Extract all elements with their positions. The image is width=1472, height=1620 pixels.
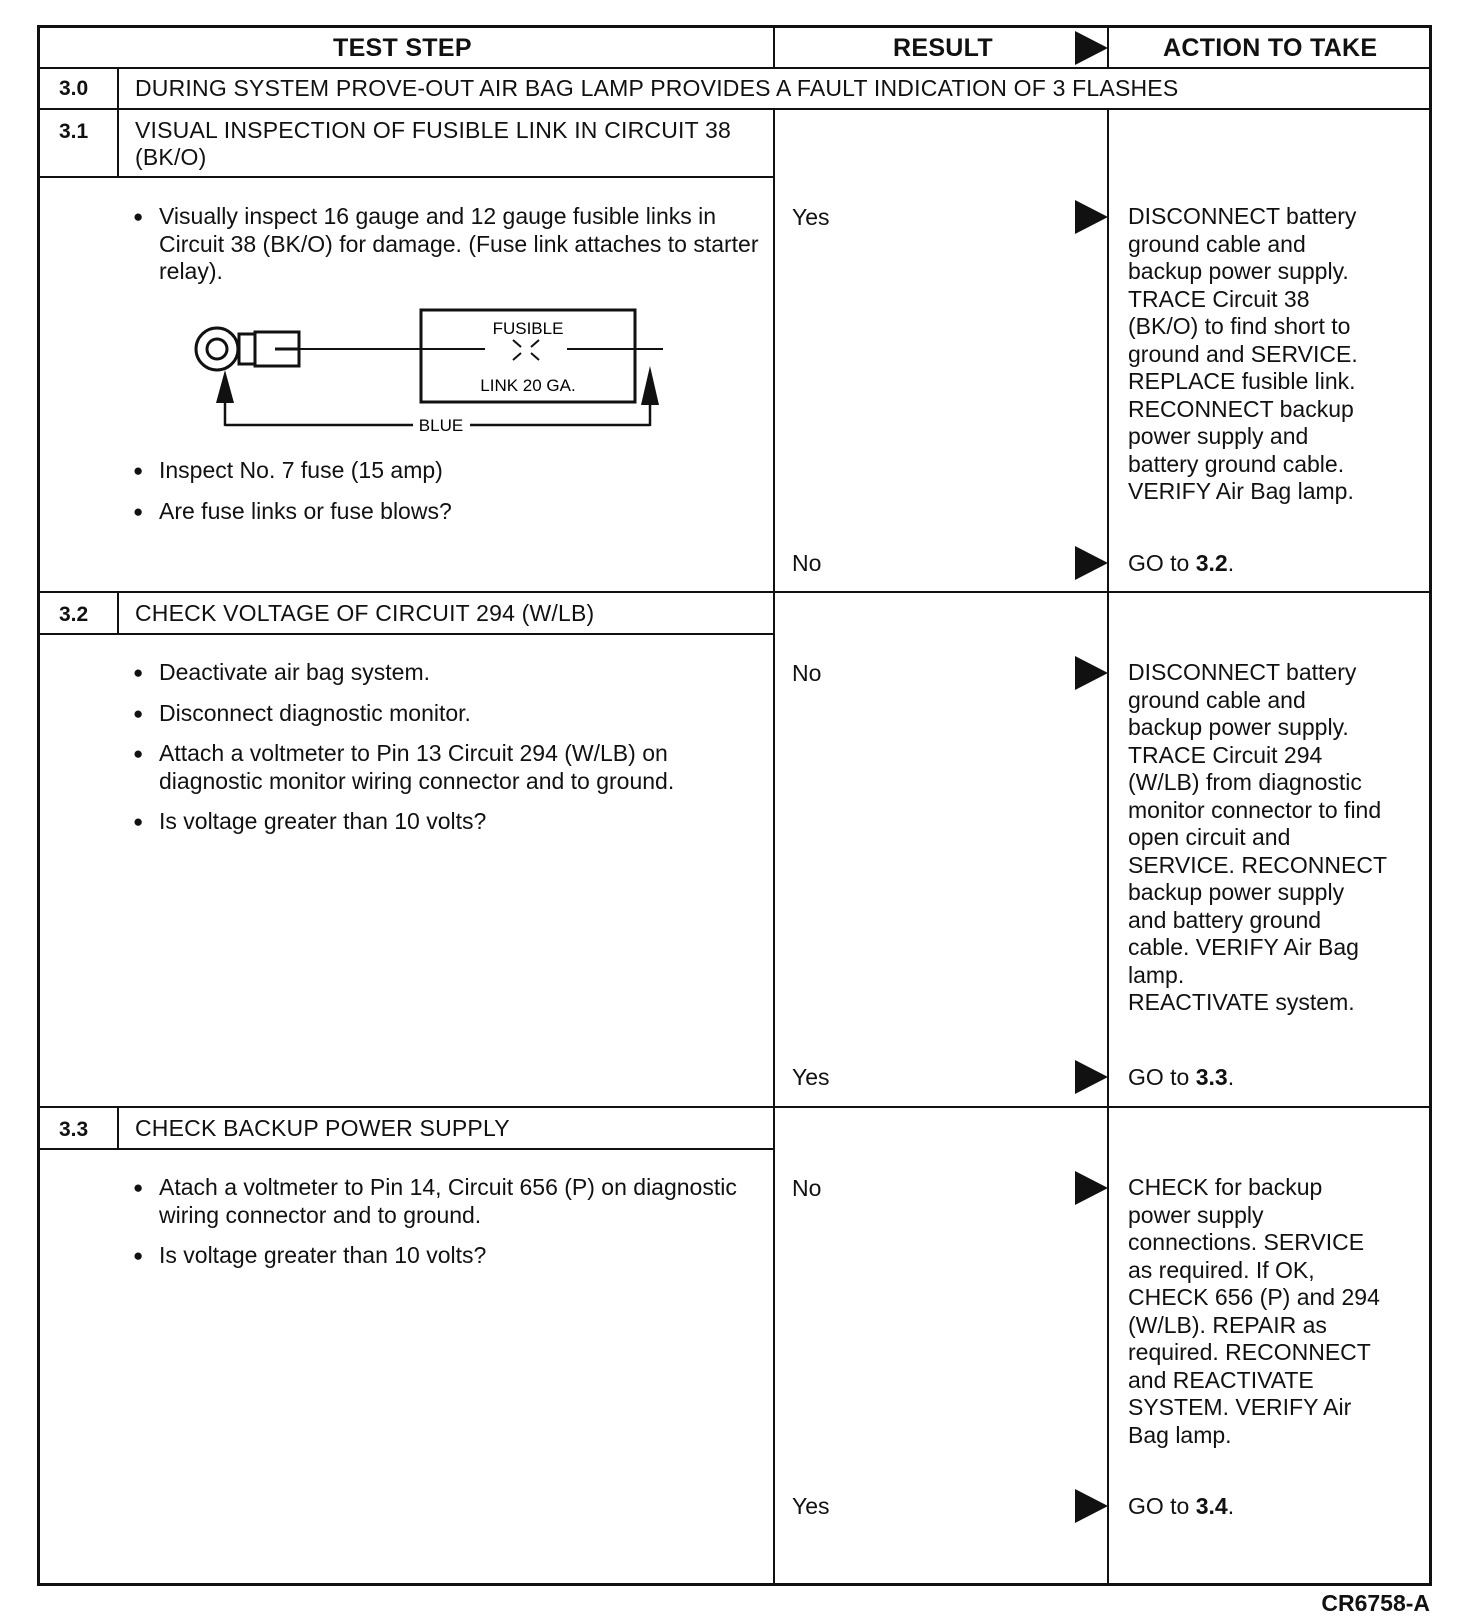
result-col-sep	[773, 108, 775, 1585]
section-divider	[37, 108, 1432, 110]
step33-title-underline	[37, 1148, 775, 1150]
step-3-3-bullets	[133, 1174, 763, 1283]
table-border-top	[37, 25, 1432, 28]
list-item: ● Is voltage greater than 10 volts?	[133, 808, 763, 836]
row-sep-32-33	[37, 1106, 1432, 1108]
num-col-sep-32	[117, 592, 119, 635]
fusible-label: FUSIBLE	[492, 319, 564, 338]
ring-terminal-outer	[196, 328, 238, 370]
list-item: ● Is voltage greater than 10 volts?	[133, 1242, 763, 1270]
action-3-1-no: GO to 3.2.	[1128, 550, 1235, 576]
step-3-2-bullets	[133, 659, 763, 849]
result-arrow-icon	[1075, 1060, 1108, 1094]
list-item: ● Visually inspect 16 gauge and 12 gauge fusible links in Circuit 38 (BK/O) for damage. (Fuse link attaches to starter relay).	[133, 203, 763, 286]
result-3-3-yes: Yes	[792, 1493, 830, 1519]
result-arrow-icon	[1075, 1171, 1108, 1205]
action-3-2-yes: GO to 3.3.	[1128, 1064, 1235, 1090]
step-number-3-3: 3.3	[59, 1118, 89, 1141]
result-arrow-icon	[1075, 200, 1108, 234]
link-gauge-label: LINK 20 GA.	[480, 376, 576, 395]
wire-color-label: BLUE	[418, 416, 464, 435]
list-item: ● Are fuse links or fuse blows?	[133, 498, 763, 526]
list-item: ● Inspect No. 7 fuse (15 amp)	[133, 457, 763, 485]
result-3-1-no: No	[792, 550, 822, 576]
header-col-sep-1	[773, 25, 775, 68]
result-3-3-no: No	[792, 1175, 822, 1201]
list-item: ● Atach a voltmeter to Pin 14, Circuit 656 (P) on diagnostic wiring connector and to ground.	[133, 1174, 763, 1229]
step-3-1-bullets-top	[133, 203, 763, 299]
left-arrow-icon	[216, 370, 234, 403]
result-3-1-yes: Yes	[792, 204, 830, 230]
result-arrow-icon	[1075, 1489, 1108, 1523]
table-border-right	[1429, 25, 1432, 1585]
header-divider	[37, 67, 1432, 69]
row-sep-31-32	[37, 591, 1432, 593]
step-title-3-1: VISUAL INSPECTION OF FUSIBLE LINK IN CIRCUIT 38 (BK/O)	[135, 117, 732, 170]
num-col-sep-33	[117, 1107, 119, 1150]
header-arrow-icon	[1075, 31, 1108, 65]
right-arrow-icon	[641, 366, 659, 405]
header-test-step: TEST STEP	[333, 34, 472, 62]
action-3-2-no: DISCONNECT battery ground cable and backup power supply. TRACE Circuit 294 (W/LB) from diagnostic monitor connector to find open circuit and SERVICE. RECONNECT backup power supply and battery ground cable. VERIFY Air Bag lamp. REACTIVATE system.	[1128, 659, 1388, 1015]
step-number-3-1: 3.1	[59, 120, 89, 143]
num-col-sep-30	[117, 67, 119, 109]
result-arrow-icon	[1075, 546, 1108, 580]
table-border-bottom	[37, 1583, 1432, 1586]
action-3-3-yes: GO to 3.4.	[1128, 1493, 1235, 1519]
list-item: ● Deactivate air bag system.	[133, 659, 763, 687]
result-3-2-yes: Yes	[792, 1064, 830, 1090]
fusible-link-diagram	[185, 300, 675, 445]
step-3-1-bullets-bottom	[133, 457, 763, 538]
section-number: 3.0	[59, 77, 89, 100]
step-number-3-2: 3.2	[59, 603, 89, 626]
header-action: ACTION TO TAKE	[1163, 34, 1378, 62]
step-title-3-2: CHECK VOLTAGE OF CIRCUIT 294 (W/LB)	[135, 600, 595, 626]
result-arrow-icon	[1075, 656, 1108, 690]
action-3-3-no: CHECK for backup power supply connections. SERVICE as required. If OK, CHECK 656 (P) and 294 (W/LB). REPAIR as required. RECONNECT and REACTIVATE SYSTEM. VERIFY Air Bag lamp.	[1128, 1174, 1380, 1448]
list-item: ● Attach a voltmeter to Pin 13 Circuit 294 (W/LB) on diagnostic monitor wiring connector and to ground.	[133, 740, 763, 795]
ring-terminal-inner	[207, 339, 227, 359]
num-col-sep-31	[117, 108, 119, 178]
action-3-1-yes: DISCONNECT battery ground cable and backup power supply. TRACE Circuit 38 (BK/O) to find short to ground and SERVICE. REPLACE fusible link. RECONNECT backup power supply and battery ground cable. VERIFY Air Bag lamp.	[1128, 203, 1358, 504]
action-col-sep	[1107, 108, 1109, 1585]
result-3-2-no: No	[792, 660, 822, 686]
step31-title-underline	[37, 176, 775, 178]
header-result: RESULT	[893, 34, 993, 62]
table-border-left	[37, 25, 40, 1585]
terminal-crimp	[239, 334, 255, 364]
step32-title-underline	[37, 633, 775, 635]
figure-code: CR6758-A	[1321, 1590, 1430, 1616]
step-title-3-3: CHECK BACKUP POWER SUPPLY	[135, 1115, 510, 1141]
list-item: ● Disconnect diagnostic monitor.	[133, 700, 763, 728]
section-title: DURING SYSTEM PROVE-OUT AIR BAG LAMP PROVIDES A FAULT INDICATION OF 3 FLASHES	[135, 75, 1179, 101]
